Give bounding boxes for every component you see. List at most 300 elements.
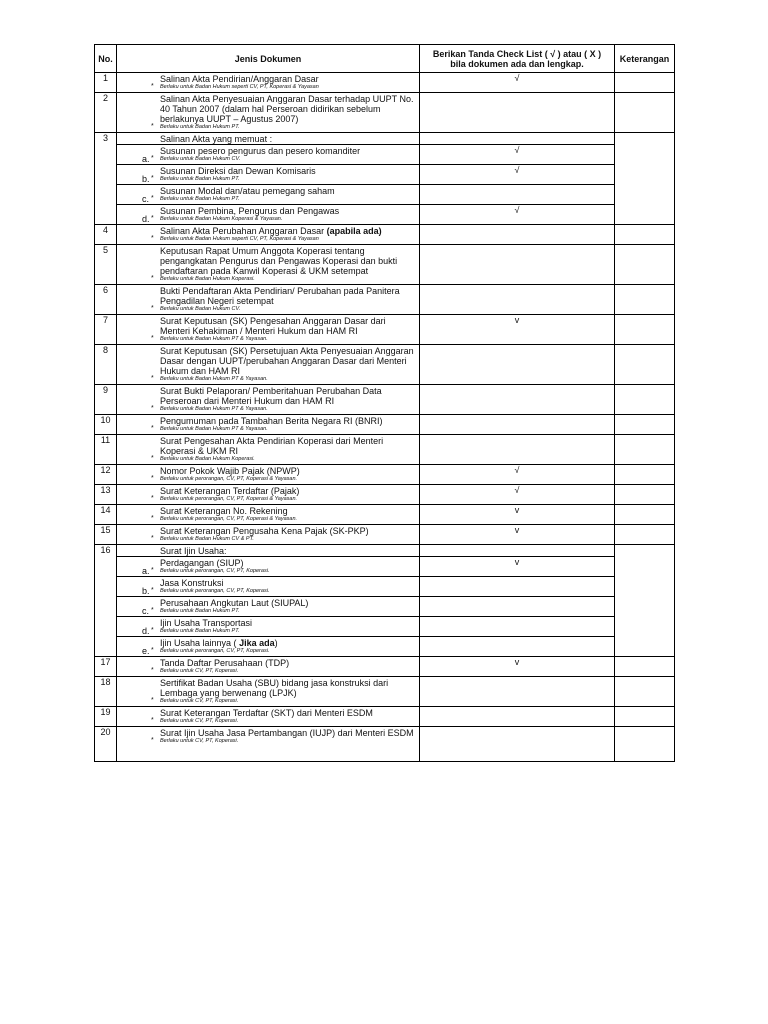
asterisk-icon: *: [151, 175, 154, 182]
table-row: [95, 465, 675, 485]
document-title-text: Sertifikat Badan Usaha (SBU) bidang jasa konstruksi dari Lembaga yang berwenang (LPJK): [160, 678, 389, 698]
table-row: [95, 245, 675, 285]
keterangan-cell[interactable]: [615, 707, 675, 727]
applicability-note-text: Berlaku untuk perorangan, CV, PT, Koperasi & Yayasan.: [160, 516, 298, 522]
check-cell[interactable]: [420, 133, 615, 145]
table-row: [95, 145, 675, 165]
item-letter: b.: [142, 586, 150, 596]
table-row: [95, 165, 675, 185]
keterangan-cell[interactable]: [615, 73, 675, 93]
document-title: [160, 578, 417, 588]
check-cell[interactable]: [420, 185, 615, 205]
document-item: [117, 637, 419, 656]
applicability-note-text: Berlaku untuk Badan Hukum PT.: [160, 628, 240, 634]
applicability-note-text: Berlaku untuk Badan Hukum PT & Yayasan.: [160, 336, 268, 342]
document-item: [117, 707, 419, 726]
check-cell[interactable]: √: [420, 145, 615, 165]
keterangan-cell[interactable]: [615, 525, 675, 545]
check-cell[interactable]: [420, 727, 615, 762]
document-cell: [117, 225, 420, 245]
document-title-bold: Jika ada: [239, 638, 275, 648]
table-row: [95, 557, 675, 577]
document-title: [160, 246, 417, 276]
header-keterangan: Keterangan: [615, 45, 675, 73]
keterangan-cell[interactable]: [615, 345, 675, 385]
check-cell[interactable]: √: [420, 165, 615, 185]
row-number: 4: [95, 225, 117, 245]
asterisk-icon: *: [151, 155, 154, 162]
applicability-note-text: Berlaku untuk perorangan, CV, PT, Koperasi.: [160, 568, 270, 574]
applicability-note: [151, 155, 417, 164]
asterisk-icon: *: [151, 667, 154, 674]
document-title: [160, 206, 417, 216]
document-title: [160, 346, 417, 376]
applicability-note-text: Berlaku untuk Badan Hukum Koperasi & Yayasan.: [160, 216, 283, 222]
applicability-note: [151, 455, 417, 464]
document-title-text: Bukti Pendaftaran Akta Pendirian/ Perubahan pada Panitera Pengadilan Negeri setempat: [160, 286, 400, 306]
applicability-note: [151, 737, 417, 746]
document-title: [160, 436, 417, 456]
applicability-note: [151, 535, 417, 544]
row-number: 13: [95, 485, 117, 505]
document-title: [160, 146, 417, 156]
row-number: 5: [95, 245, 117, 285]
document-title-bold: (apabila ada): [326, 226, 382, 236]
table-row: [95, 525, 675, 545]
table-body: [95, 73, 675, 762]
applicability-note: [151, 405, 417, 414]
item-letter: d.: [142, 214, 150, 224]
document-title: [160, 558, 417, 568]
row-number: 1: [95, 73, 117, 93]
document-title-text: Perdagangan (SIUP): [160, 558, 244, 568]
check-cell[interactable]: [420, 93, 615, 133]
document-cell: [117, 145, 420, 165]
document-title: [160, 416, 417, 426]
document-title: [160, 728, 417, 738]
check-cell[interactable]: v: [420, 557, 615, 577]
table-header-row: [95, 45, 675, 73]
document-cell: [117, 345, 420, 385]
document-item: [117, 435, 419, 464]
applicability-note-text: Berlaku untuk Badan Hukum PT.: [160, 176, 240, 182]
applicability-note: [151, 175, 417, 184]
applicability-note: [151, 667, 417, 676]
document-item: [117, 185, 419, 204]
row-number: 11: [95, 435, 117, 465]
keterangan-cell[interactable]: [615, 657, 675, 677]
asterisk-icon: *: [151, 607, 154, 614]
document-cell: [117, 165, 420, 185]
header-no: No.: [95, 45, 117, 73]
document-cell: [117, 185, 420, 205]
check-cell[interactable]: [420, 597, 615, 617]
document-title-text: Jasa Konstruksi: [160, 578, 224, 588]
applicability-note-text: Berlaku untuk perorangan, CV, PT, Koperasi.: [160, 588, 270, 594]
document-title-text: Ijin Usaha Transportasi: [160, 618, 253, 628]
header-check: [420, 45, 615, 73]
table-row: [95, 707, 675, 727]
document-item: [117, 525, 419, 544]
applicability-note: [151, 627, 417, 636]
row-number: 10: [95, 415, 117, 435]
check-cell[interactable]: [420, 617, 615, 637]
applicability-note-text: Berlaku untuk Badan Hukum PT & Yayasan.: [160, 376, 268, 382]
document-title: [160, 74, 417, 84]
check-cell[interactable]: [420, 707, 615, 727]
keterangan-cell[interactable]: [615, 485, 675, 505]
keterangan-cell[interactable]: [615, 133, 675, 225]
document-title: [160, 598, 417, 608]
check-cell[interactable]: [420, 345, 615, 385]
document-cell: [117, 577, 420, 597]
applicability-note-text: Berlaku untuk Badan Hukum Koperasi.: [160, 276, 255, 282]
document-title-text: Susunan Modal dan/atau pemegang saham: [160, 186, 335, 196]
document-item: [117, 545, 419, 556]
applicability-note-text: Berlaku untuk Badan Hukum PT & Yayasan.: [160, 426, 268, 432]
document-title-after: ): [274, 638, 278, 648]
keterangan-cell[interactable]: [615, 505, 675, 525]
check-cell[interactable]: v: [420, 657, 615, 677]
check-cell[interactable]: [420, 637, 615, 657]
document-cell: [117, 525, 420, 545]
table-row: [95, 637, 675, 657]
table-row: [95, 485, 675, 505]
item-letter: a.: [142, 566, 150, 576]
table-row: [95, 727, 675, 762]
document-title-text: Surat Pengesahan Akta Pendirian Koperasi dari Menteri Koperasi & UKM RI: [160, 436, 384, 456]
document-title-text: Tanda Daftar Perusahaan (TDP): [160, 658, 290, 668]
asterisk-icon: *: [151, 627, 154, 634]
document-cell: [117, 245, 420, 285]
document-title: [160, 134, 417, 144]
document-cell: [117, 435, 420, 465]
document-item: [117, 677, 419, 706]
document-title-text: Surat Keputusan (SK) Pengesahan Anggaran Dasar dari Menteri Kehakiman / Menteri Hukum dan HAM RI: [160, 316, 386, 336]
asterisk-icon: *: [151, 305, 154, 312]
document-title-text: Surat Ijin Usaha Jasa Pertambangan (IUJP) dari Menteri ESDM: [160, 728, 414, 738]
document-title: [160, 638, 417, 648]
keterangan-cell[interactable]: [615, 545, 675, 657]
keterangan-cell[interactable]: [615, 285, 675, 315]
applicability-note: [151, 475, 417, 484]
row-number: 15: [95, 525, 117, 545]
check-cell[interactable]: [420, 577, 615, 597]
document-cell: [117, 637, 420, 657]
document-cell: [117, 505, 420, 525]
document-title: [160, 466, 417, 476]
document-cell: [117, 597, 420, 617]
table-row: [95, 93, 675, 133]
check-cell[interactable]: √: [420, 465, 615, 485]
document-cell: [117, 657, 420, 677]
document-item: [117, 657, 419, 676]
applicability-note: [151, 215, 417, 224]
document-cell: [117, 465, 420, 485]
document-title: [160, 386, 417, 406]
asterisk-icon: *: [151, 717, 154, 724]
applicability-note-text: Berlaku untuk Badan Hukum PT.: [160, 608, 240, 614]
document-item: [117, 73, 419, 92]
applicability-note-text: Berlaku untuk perorangan, CV, PT, Koperasi & Yayasan.: [160, 496, 298, 502]
document-title-text: Salinan Akta yang memuat :: [160, 134, 273, 144]
check-cell[interactable]: [420, 435, 615, 465]
document-title: [160, 186, 417, 196]
asterisk-icon: *: [151, 495, 154, 502]
row-number: 2: [95, 93, 117, 133]
keterangan-cell[interactable]: [615, 385, 675, 415]
row-number: 20: [95, 727, 117, 762]
document-cell: [117, 133, 420, 145]
applicability-note: [151, 123, 417, 132]
document-cell: [117, 727, 420, 762]
document-title-text: Nomor Pokok Wajib Pajak (NPWP): [160, 466, 300, 476]
document-title: [160, 316, 417, 336]
check-cell[interactable]: √: [420, 73, 615, 93]
document-item: [117, 205, 419, 224]
keterangan-cell[interactable]: [615, 465, 675, 485]
applicability-note-text: Berlaku untuk Badan Hukum PT & Yayasan.: [160, 406, 268, 412]
asterisk-icon: *: [151, 425, 154, 432]
asterisk-icon: *: [151, 335, 154, 342]
applicability-note: [151, 305, 417, 314]
applicability-note: [151, 235, 417, 244]
applicability-note: [151, 195, 417, 204]
applicability-note: [151, 697, 417, 706]
table-row: [95, 185, 675, 205]
applicability-note-text: Berlaku untuk CV, PT, Koperasi.: [160, 668, 239, 674]
asterisk-icon: *: [151, 83, 154, 90]
document-title-text: Surat Keterangan Terdaftar (Pajak): [160, 486, 300, 496]
applicability-note: [151, 335, 417, 344]
document-item: [117, 727, 419, 761]
applicability-note-text: Berlaku untuk CV, PT, Koperasi.: [160, 718, 239, 724]
table-row: [95, 345, 675, 385]
applicability-note: [151, 375, 417, 384]
table-row: [95, 545, 675, 557]
document-title: [160, 618, 417, 628]
check-cell[interactable]: v: [420, 505, 615, 525]
asterisk-icon: *: [151, 275, 154, 282]
row-number: 7: [95, 315, 117, 345]
row-number: 9: [95, 385, 117, 415]
document-title: [160, 658, 417, 668]
document-title: [160, 94, 417, 124]
document-title: [160, 226, 417, 236]
document-title: [160, 708, 417, 718]
applicability-note-text: Berlaku untuk Badan Hukum CV.: [160, 306, 241, 312]
document-item: [117, 385, 419, 414]
keterangan-cell[interactable]: [615, 93, 675, 133]
table-row: [95, 435, 675, 465]
document-title-text: Perusahaan Angkutan Laut (SIUPAL): [160, 598, 309, 608]
table-row: [95, 315, 675, 345]
table-row: [95, 285, 675, 315]
table-row: [95, 73, 675, 93]
asterisk-icon: *: [151, 515, 154, 522]
applicability-note: [151, 647, 417, 656]
document-cell: [117, 677, 420, 707]
document-title: [160, 506, 417, 516]
asterisk-icon: *: [151, 697, 154, 704]
document-title: [160, 526, 417, 536]
row-number: 6: [95, 285, 117, 315]
document-cell: [117, 415, 420, 435]
row-number: 18: [95, 677, 117, 707]
document-item: [117, 225, 419, 244]
document-cell: [117, 707, 420, 727]
check-cell[interactable]: [420, 677, 615, 707]
document-cell: [117, 617, 420, 637]
document-item: [117, 145, 419, 164]
document-title: [160, 546, 417, 556]
document-item: [117, 315, 419, 344]
document-cell: [117, 73, 420, 93]
document-item: [117, 577, 419, 596]
document-cell: [117, 285, 420, 315]
document-title-text: Salinan Akta Penyesuaian Anggaran Dasar terhadap UUPT No. 40 Tahun 2007 (dalam hal Perseroan didirikan sebelum berlakunya UUPT – Agustus 2007): [160, 94, 414, 124]
row-number: 8: [95, 345, 117, 385]
check-cell[interactable]: [420, 385, 615, 415]
table-row: [95, 225, 675, 245]
item-letter: c.: [142, 606, 150, 616]
check-cell[interactable]: √: [420, 485, 615, 505]
table-row: [95, 577, 675, 597]
check-cell[interactable]: [420, 545, 615, 557]
row-number: 19: [95, 707, 117, 727]
row-number: 3: [95, 133, 117, 225]
asterisk-icon: *: [151, 475, 154, 482]
table-row: [95, 415, 675, 435]
keterangan-cell[interactable]: [615, 435, 675, 465]
document-title: [160, 286, 417, 306]
item-letter: a.: [142, 154, 150, 164]
applicability-note-text: Berlaku untuk Badan Hukum seperti CV, PT, Koperasi & Yayasan: [160, 84, 319, 90]
applicability-note: [151, 717, 417, 726]
asterisk-icon: *: [151, 405, 154, 412]
header-check-line2: bila dokumen ada dan lengkap.: [450, 58, 584, 69]
applicability-note: [151, 567, 417, 576]
document-title-text: Surat Keterangan Terdaftar (SKT) dari Menteri ESDM: [160, 708, 373, 718]
document-title: [160, 166, 417, 176]
document-item: [117, 245, 419, 284]
header-check-line1: Berikan Tanda Check List ( √ ) atau ( X ): [432, 48, 602, 59]
applicability-note-text: Berlaku untuk Badan Hukum PT.: [160, 124, 240, 130]
check-cell[interactable]: [420, 415, 615, 435]
document-title-text: Keputusan Rapat Umum Anggota Koperasi tentang pengangkatan Pengurus dan Pengawas Koperasi dan bukti pendaftaran pada Kanwil Koperasi & UKM setempat: [160, 246, 398, 276]
applicability-note-text: Berlaku untuk Badan Hukum CV.: [160, 156, 241, 162]
document-item: [117, 505, 419, 524]
document-title-text: Salinan Akta Perubahan Anggaran Dasar: [160, 226, 325, 236]
asterisk-icon: *: [151, 737, 154, 744]
applicability-note-text: Berlaku untuk Badan Hukum CV & PT.: [160, 536, 254, 542]
document-item: [117, 597, 419, 616]
document-title-text: Susunan Direksi dan Dewan Komisaris: [160, 166, 316, 176]
asterisk-icon: *: [151, 215, 154, 222]
table-row: [95, 677, 675, 707]
header-jenis-dokumen: Jenis Dokumen: [117, 45, 420, 73]
applicability-note: [151, 587, 417, 596]
applicability-note: [151, 607, 417, 616]
applicability-note-text: Berlaku untuk Badan Hukum seperti CV, PT, Koperasi & Yayasan: [160, 236, 319, 242]
table-row: [95, 385, 675, 415]
asterisk-icon: *: [151, 123, 154, 130]
asterisk-icon: *: [151, 587, 154, 594]
applicability-note-text: Berlaku untuk perorangan, CV, PT, Koperasi.: [160, 648, 270, 654]
keterangan-cell[interactable]: [615, 245, 675, 285]
document-title-text: Pengumuman pada Tambahan Berita Negara RI (BNRI): [160, 416, 383, 426]
keterangan-cell[interactable]: [615, 415, 675, 435]
document-cell: [117, 545, 420, 557]
document-item: [117, 465, 419, 484]
document-title: [160, 486, 417, 496]
asterisk-icon: *: [151, 235, 154, 242]
asterisk-icon: *: [151, 647, 154, 654]
row-number: 14: [95, 505, 117, 525]
document-item: [117, 617, 419, 636]
document-item: [117, 485, 419, 504]
document-checklist-table: [94, 44, 675, 762]
table-row: [95, 505, 675, 525]
asterisk-icon: *: [151, 567, 154, 574]
keterangan-cell[interactable]: [615, 315, 675, 345]
document-cell: [117, 557, 420, 577]
document-item: [117, 557, 419, 576]
check-cell[interactable]: [420, 225, 615, 245]
applicability-note: [151, 495, 417, 504]
row-number: 16: [95, 545, 117, 657]
document-title-text: Susunan Pembina, Pengurus dan Pengawas: [160, 206, 340, 216]
applicability-note-text: Berlaku untuk CV, PT, Koperasi.: [160, 738, 239, 744]
check-cell[interactable]: v: [420, 315, 615, 345]
row-number: 12: [95, 465, 117, 485]
document-title-text: Surat Keterangan No. Rekening: [160, 506, 288, 516]
keterangan-cell[interactable]: [615, 677, 675, 707]
document-title-text: Susunan pesero pengurus dan pesero komanditer: [160, 146, 361, 156]
applicability-note: [151, 515, 417, 524]
document-title-text: Salinan Akta Pendirian/Anggaran Dasar: [160, 74, 319, 84]
asterisk-icon: *: [151, 375, 154, 382]
document-title: [160, 678, 417, 698]
applicability-note: [151, 83, 417, 92]
document-item: [117, 415, 419, 434]
table-row: [95, 205, 675, 225]
table-row: [95, 617, 675, 637]
document-cell: [117, 315, 420, 345]
document-title-text: Surat Bukti Pelaporan/ Pemberitahuan Perubahan Data Perseroan dari Menteri Hukum dan HAM RI: [160, 386, 382, 406]
asterisk-icon: *: [151, 455, 154, 462]
check-cell[interactable]: [420, 245, 615, 285]
item-letter: d.: [142, 626, 150, 636]
applicability-note: [151, 275, 417, 284]
document-title-text: Surat Keterangan Pengusaha Kena Pajak (SK-PKP): [160, 526, 369, 536]
document-cell: [117, 93, 420, 133]
keterangan-cell[interactable]: [615, 727, 675, 762]
applicability-note: [151, 425, 417, 434]
document-title-text: Ijin Usaha lainnya (: [160, 638, 237, 648]
document-item: [117, 165, 419, 184]
check-cell[interactable]: v: [420, 525, 615, 545]
check-cell[interactable]: √: [420, 205, 615, 225]
document-cell: [117, 485, 420, 505]
applicability-note-text: Berlaku untuk CV, PT, Koperasi.: [160, 698, 239, 704]
check-cell[interactable]: [420, 285, 615, 315]
keterangan-cell[interactable]: [615, 225, 675, 245]
applicability-note-text: Berlaku untuk perorangan, CV, PT, Koperasi & Yayasan.: [160, 476, 298, 482]
item-letter: e.: [142, 646, 150, 656]
document-cell: [117, 205, 420, 225]
applicability-note-text: Berlaku untuk Badan Hukum PT.: [160, 196, 240, 202]
